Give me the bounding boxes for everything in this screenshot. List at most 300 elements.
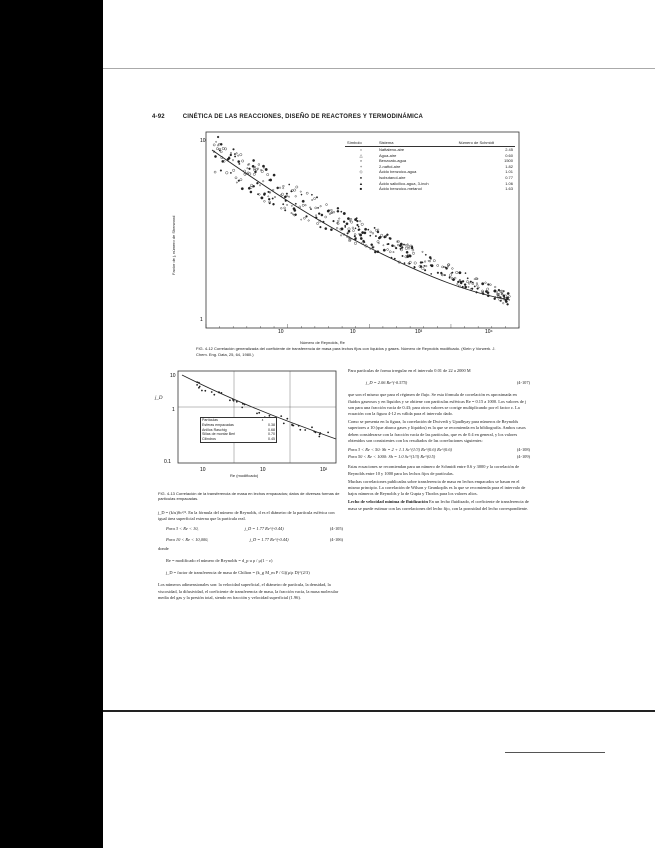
small-legend xyxy=(200,417,277,443)
data-point xyxy=(287,195,288,196)
corner-rule xyxy=(505,752,605,753)
data-point xyxy=(359,220,361,222)
data-point xyxy=(361,223,363,225)
data-point xyxy=(395,247,397,249)
data-point xyxy=(301,194,302,195)
data-point xyxy=(503,290,504,291)
data-point xyxy=(429,256,431,258)
equation-4-105 xyxy=(166,526,343,532)
data-point xyxy=(509,296,511,298)
data-point xyxy=(262,180,264,182)
data-point xyxy=(252,165,254,167)
data-point xyxy=(333,220,335,222)
data-point xyxy=(422,267,425,270)
data-point xyxy=(343,221,345,223)
small-figure-caption: FIG. 4-13 Correlación de la transferencia de masa en lechos empacados; datos de diversas formas de partículas empacadas. xyxy=(158,491,340,502)
legend-schmidt-value: 1.06 xyxy=(505,180,513,186)
data-point xyxy=(279,187,280,188)
legend-system: Ácido benzoico-metanol xyxy=(379,186,422,192)
legend-system: 2-naftol-aire xyxy=(379,163,401,169)
data-point xyxy=(393,251,394,252)
data-point xyxy=(310,208,311,209)
data-point xyxy=(333,211,335,213)
data-point xyxy=(219,150,220,151)
small-data-point xyxy=(318,436,320,438)
data-point xyxy=(370,235,371,236)
data-point xyxy=(370,231,372,233)
data-point xyxy=(354,242,356,244)
small-legend-label: Sillas de montar Berl xyxy=(202,432,236,437)
data-point xyxy=(234,156,235,157)
data-point xyxy=(487,288,489,290)
data-point xyxy=(372,247,374,249)
data-point xyxy=(476,283,478,285)
data-point xyxy=(286,204,287,205)
small-data-point xyxy=(258,412,260,414)
right-paragraph-6-text: En un lecho fluidizado, el coeficiente de transferencia de masa se puede estimar con las correlaciones del lecho fijo, con la porosidad del lecho correspondiente. xyxy=(348,499,529,511)
data-point xyxy=(216,148,218,150)
data-point xyxy=(289,184,290,185)
data-point xyxy=(303,217,305,219)
equation-4-109 xyxy=(348,454,530,460)
data-point xyxy=(316,222,318,224)
data-point xyxy=(241,160,243,162)
right-paragraph-3: Como se presenta en la figura, la correlación de Dwivedi y Upadhyay para números de Reynolds superiores a 10 (que abarca gases y líquidos) es la que se recomienda en la bibliografía. Ambos casos deben considerarse con la fracción vacía de las partículas, que es de 0.4 en general, y los valores obtenidos son consistentes con los resultados de las correlaciones siguientes: xyxy=(348,419,526,443)
bottom-rule xyxy=(103,710,655,712)
data-point xyxy=(481,283,484,286)
data-point xyxy=(341,211,342,212)
right-text-column xyxy=(348,368,530,514)
data-point xyxy=(487,292,489,294)
data-point xyxy=(466,281,468,283)
eq2-condition: Para 10 < Re < 10,000, xyxy=(166,536,209,542)
legend-row xyxy=(345,186,515,192)
data-point xyxy=(350,221,352,223)
data-point xyxy=(460,281,462,283)
data-point xyxy=(420,261,422,263)
small-data-point xyxy=(229,399,231,401)
data-point xyxy=(282,203,283,204)
data-point xyxy=(238,160,240,162)
eq-main-body: j_D = 2.06 Re^(-0.575) xyxy=(366,380,408,386)
data-point xyxy=(507,292,509,294)
eq-main-number: (4-107) xyxy=(516,380,530,386)
data-point xyxy=(397,244,399,246)
small-data-point xyxy=(283,423,285,425)
data-point xyxy=(352,230,354,232)
small-legend-label: Cilindros xyxy=(202,437,216,442)
data-point xyxy=(391,245,393,247)
data-point xyxy=(284,196,286,198)
data-point xyxy=(452,268,454,270)
running-head xyxy=(152,114,423,120)
eq1-condition: Para 3 < Re < 10, xyxy=(166,526,199,532)
data-point xyxy=(371,244,373,246)
data-point xyxy=(437,264,439,266)
small-legend-value: 0.38 xyxy=(268,422,275,427)
data-point xyxy=(470,281,472,283)
small-data-point xyxy=(299,429,301,431)
data-point xyxy=(259,185,260,186)
data-point xyxy=(230,172,231,173)
data-point xyxy=(249,168,251,170)
data-point xyxy=(281,193,284,196)
data-point xyxy=(262,165,264,167)
data-point xyxy=(330,229,332,231)
data-point xyxy=(375,229,377,231)
data-point xyxy=(394,246,395,247)
eq2-number: (4-106) xyxy=(329,536,343,542)
data-point xyxy=(311,194,312,195)
data-point xyxy=(272,198,274,200)
legend-symbol: ◇ xyxy=(359,169,363,175)
data-point xyxy=(425,265,427,267)
data-point xyxy=(291,191,293,193)
data-point xyxy=(255,166,256,167)
data-point xyxy=(325,216,327,218)
data-point xyxy=(247,168,248,169)
small-legend-value: 0.45 xyxy=(268,437,275,442)
data-point xyxy=(326,204,328,206)
data-point xyxy=(465,286,467,288)
data-point xyxy=(354,234,356,236)
legend-system: Agua-aire xyxy=(379,152,397,158)
data-point xyxy=(368,229,369,230)
small-data-point xyxy=(241,407,243,409)
definition-reynolds: Re = modificado el número de Reynolds = d_p u ρ / μ(1 − ε) xyxy=(166,558,273,564)
small-data-point xyxy=(291,425,293,427)
data-point xyxy=(403,244,404,245)
right-paragraph-2: que son el mismo que para el régimen de flujo. Se esta fórmula de correlación es aproximada en fluidos gaseosos y en líquidos y se obtiene con partículas esféricas Re = 0.15 a 1000. Los valores de j son para una fracción vacía de 0.43; para otros valores se corrige multiplicando por el factor ε. La ecuación con la figura 4-12 es válida para el intervalo dado. xyxy=(348,392,527,417)
legend-system: Benzoato-agua xyxy=(379,158,407,164)
left-paragraph-2: Los números adimensionales son: la velocidad superficial, el diámetro de partícula, la densidad, la viscosidad, la difusividad, el coeficiente de transferencia de masa, la fracción vacía, la masa molecular media del gas y la presión total, siendo en fracción y velocidad superficial (1.96). xyxy=(158,582,339,600)
data-point xyxy=(253,173,255,175)
data-point xyxy=(337,211,339,213)
data-point xyxy=(407,244,408,245)
eq2-body-right: Para 3 < Re < 50: Sh = 2 + 1.1 Sc^(1/3) Re^(0.6) Re^(0.6) xyxy=(348,447,452,453)
data-point xyxy=(253,185,255,187)
legend-schmidt-value: 2.45 xyxy=(505,147,513,152)
small-y-tick-10: 10 xyxy=(170,373,176,379)
data-point xyxy=(306,215,308,217)
data-point xyxy=(477,288,479,290)
legend-symbol: ● xyxy=(359,174,363,180)
data-point xyxy=(465,272,466,273)
data-point xyxy=(252,159,254,161)
data-point xyxy=(314,198,316,200)
data-point xyxy=(305,204,307,206)
data-point xyxy=(412,249,414,251)
data-point xyxy=(306,192,308,194)
small-legend-label: Anillos Raschig xyxy=(202,427,227,432)
equation-4-107 xyxy=(366,380,530,386)
small-legend-header-eps: ε xyxy=(261,418,264,422)
data-point xyxy=(238,180,240,182)
data-point xyxy=(294,189,296,191)
data-point xyxy=(273,174,275,176)
data-point xyxy=(364,232,366,234)
data-point xyxy=(301,219,302,220)
main-y-axis-title: Factor de j, número de Sherwood xyxy=(171,215,176,275)
data-point xyxy=(239,163,240,164)
small-y-tick-01: 0.1 xyxy=(164,459,171,465)
data-point xyxy=(257,194,258,195)
small-data-point xyxy=(327,432,329,434)
small-data-point xyxy=(201,390,203,392)
legend-system: Ácido salicílico-agua, 3-inch xyxy=(379,180,429,186)
data-point xyxy=(267,173,269,175)
data-point xyxy=(300,191,301,192)
data-point xyxy=(394,258,395,259)
data-point xyxy=(357,224,359,226)
data-point xyxy=(424,269,426,271)
data-point xyxy=(240,154,242,156)
data-point xyxy=(217,136,219,138)
data-point xyxy=(238,155,239,156)
data-point xyxy=(214,171,216,173)
data-point xyxy=(295,203,296,204)
data-point xyxy=(347,232,349,234)
small-data-point xyxy=(304,429,306,431)
data-point xyxy=(408,247,410,249)
data-point xyxy=(459,279,460,280)
data-point xyxy=(315,207,317,209)
legend-system: Isobutanol-aire xyxy=(379,174,406,180)
data-point xyxy=(494,286,496,288)
data-point xyxy=(230,154,232,156)
legend-symbol: ○ xyxy=(359,147,363,152)
small-legend-header-particles: Partículas xyxy=(202,418,218,422)
data-point xyxy=(327,210,329,212)
data-point xyxy=(377,240,379,242)
data-point xyxy=(220,170,222,172)
data-point xyxy=(389,237,391,239)
main-axis-ticks xyxy=(206,324,519,328)
data-point xyxy=(387,249,389,251)
data-point xyxy=(381,234,383,236)
data-point xyxy=(389,251,391,253)
data-point xyxy=(494,290,496,292)
x-tick-d: 10⁴ xyxy=(485,329,493,333)
data-point xyxy=(414,267,416,269)
small-data-point xyxy=(211,391,213,393)
data-point xyxy=(224,148,226,150)
section-heading: Lecho de velocidad mínima de fluidización xyxy=(348,499,428,505)
data-point xyxy=(288,196,289,197)
data-point xyxy=(269,179,272,182)
data-point xyxy=(272,203,274,205)
data-point xyxy=(284,210,286,212)
data-point xyxy=(424,261,426,263)
legend-schmidt-value: 0.60 xyxy=(505,152,513,158)
legend-symbol: + xyxy=(359,163,363,169)
data-point xyxy=(277,187,279,189)
small-legend-row xyxy=(201,437,276,442)
legend-header-symbol: Símbolo xyxy=(345,140,377,147)
data-point xyxy=(468,286,469,287)
data-point xyxy=(414,262,416,264)
data-point xyxy=(452,272,453,273)
data-point xyxy=(241,187,243,189)
data-point xyxy=(236,182,237,183)
data-point xyxy=(284,207,286,209)
data-point xyxy=(261,197,264,200)
equation-4-106 xyxy=(166,537,343,543)
data-point xyxy=(468,283,470,285)
data-point xyxy=(352,227,354,229)
small-x-axis-title: Re (modificado) xyxy=(230,473,259,478)
small-x-tick-b: 10 xyxy=(260,467,266,472)
data-point xyxy=(445,267,446,268)
data-point xyxy=(383,249,385,251)
data-point xyxy=(375,235,376,236)
equation-4-108 xyxy=(348,447,530,453)
small-data-point xyxy=(204,390,206,392)
data-point xyxy=(222,147,224,149)
small-legend-label: Esferas empacadas xyxy=(202,422,234,427)
data-point xyxy=(505,300,507,302)
legend-schmidt-value: 1.63 xyxy=(505,186,513,192)
data-point xyxy=(345,226,346,227)
main-legend xyxy=(345,140,515,192)
legend-schmidt-value: 1500 xyxy=(504,158,513,164)
legend-schmidt-value: 1.01 xyxy=(505,169,513,175)
data-point xyxy=(336,227,338,229)
data-point xyxy=(502,302,504,304)
data-point xyxy=(340,235,341,236)
data-point xyxy=(355,237,357,239)
data-point xyxy=(235,177,237,179)
data-point xyxy=(302,200,304,202)
data-point xyxy=(286,193,288,195)
data-point xyxy=(228,157,230,159)
data-point xyxy=(258,164,260,166)
data-point xyxy=(459,271,462,274)
data-point xyxy=(250,191,252,193)
data-point xyxy=(320,226,322,228)
data-point xyxy=(213,144,215,146)
data-point xyxy=(406,251,408,253)
left-text-column xyxy=(158,510,343,603)
y-tick-1: 1 xyxy=(200,317,203,323)
small-data-point xyxy=(213,394,215,396)
data-point xyxy=(488,284,489,285)
data-point xyxy=(291,212,292,213)
data-point xyxy=(265,168,268,171)
data-point xyxy=(347,217,349,219)
data-point xyxy=(485,282,487,284)
x-tick-c: 10³ xyxy=(415,329,423,333)
data-point xyxy=(295,195,297,197)
data-point xyxy=(431,264,434,267)
data-point xyxy=(437,272,439,274)
eq2-body: j_D = 1.77 Re^(-0.44) xyxy=(249,536,289,542)
data-point xyxy=(232,159,234,161)
data-point xyxy=(343,212,346,215)
eq2-number-right: (4-108) xyxy=(516,447,530,453)
small-x-tick-c: 10² xyxy=(320,467,328,472)
legend-system: Ácido benzoico-agua xyxy=(379,169,417,175)
data-point xyxy=(230,152,231,153)
data-point xyxy=(339,218,340,219)
data-point xyxy=(292,214,293,215)
data-point xyxy=(318,213,320,215)
data-point xyxy=(325,227,327,229)
data-point xyxy=(226,172,229,175)
data-point xyxy=(422,251,423,252)
right-paragraph-1: Para partículas de forma irregular en el intervalo 0.01 de 22 a 2000 M xyxy=(348,368,471,373)
main-figure-caption: FIG. 4-12 Correlación generalizada del coeficiente de transferencia de masa para lechos fijos con líquidos y gases. Número de Reynolds modificado. (Klein y Vorwerk. J. Chem. Eng. Data, 25, 64, 1980.) xyxy=(196,346,496,357)
data-point xyxy=(462,280,464,282)
data-point xyxy=(261,170,263,172)
data-point xyxy=(321,214,323,216)
data-point xyxy=(349,220,351,222)
data-point xyxy=(337,207,339,209)
legend-symbol: △ xyxy=(359,152,363,158)
data-point xyxy=(474,286,475,287)
eq1-number: (4-105) xyxy=(329,526,343,532)
data-point xyxy=(220,151,222,153)
data-point xyxy=(348,228,350,230)
data-point xyxy=(464,284,466,286)
data-point xyxy=(433,260,435,262)
data-point xyxy=(263,200,265,202)
data-point xyxy=(397,241,398,242)
data-point xyxy=(449,274,451,276)
small-y-tick-1: 1 xyxy=(172,407,175,413)
data-point xyxy=(291,205,292,206)
right-paragraph-6 xyxy=(348,499,530,511)
legend-header-system: Sistema xyxy=(377,140,457,147)
data-point xyxy=(331,209,333,211)
data-point xyxy=(405,247,408,250)
chapter-title: CINÉTICA DE LAS REACCIONES, DISEÑO DE REACTORES Y TERMODINÁMICA xyxy=(182,114,424,120)
definition-chilton: j_D = factor de transferencia de masa de Chilton = (k_g M_m P / G)(μ/ρ D)^(2/3) xyxy=(166,570,310,576)
x-tick-b: 10 xyxy=(350,329,356,333)
small-y-axis-title: j_D xyxy=(155,396,163,401)
data-point xyxy=(320,205,322,207)
small-data-point xyxy=(311,426,313,428)
data-point xyxy=(359,234,362,237)
data-point xyxy=(374,227,375,228)
data-point xyxy=(507,303,509,305)
data-point xyxy=(256,182,258,184)
data-point xyxy=(364,228,366,230)
data-point xyxy=(268,196,269,197)
legend-symbol: ■ xyxy=(359,186,363,192)
data-point xyxy=(349,239,351,241)
small-data-point xyxy=(199,386,201,388)
data-point xyxy=(354,218,356,220)
data-point xyxy=(316,197,318,199)
page-number: 4-92 xyxy=(152,114,165,120)
data-point xyxy=(274,196,276,198)
data-point xyxy=(402,255,403,256)
main-x-axis-title: Número de Reynolds, Re xyxy=(300,340,345,345)
data-point xyxy=(308,220,309,221)
data-point xyxy=(358,229,360,231)
scan-border xyxy=(0,0,103,848)
data-point xyxy=(377,231,379,233)
data-point xyxy=(315,215,316,216)
data-point xyxy=(295,214,297,216)
data-point xyxy=(263,193,265,195)
data-point xyxy=(498,289,500,291)
data-point xyxy=(234,153,235,154)
legend-header-schmidt: Número de Schmidt xyxy=(457,140,515,147)
data-point xyxy=(500,300,501,301)
data-point xyxy=(248,187,250,189)
